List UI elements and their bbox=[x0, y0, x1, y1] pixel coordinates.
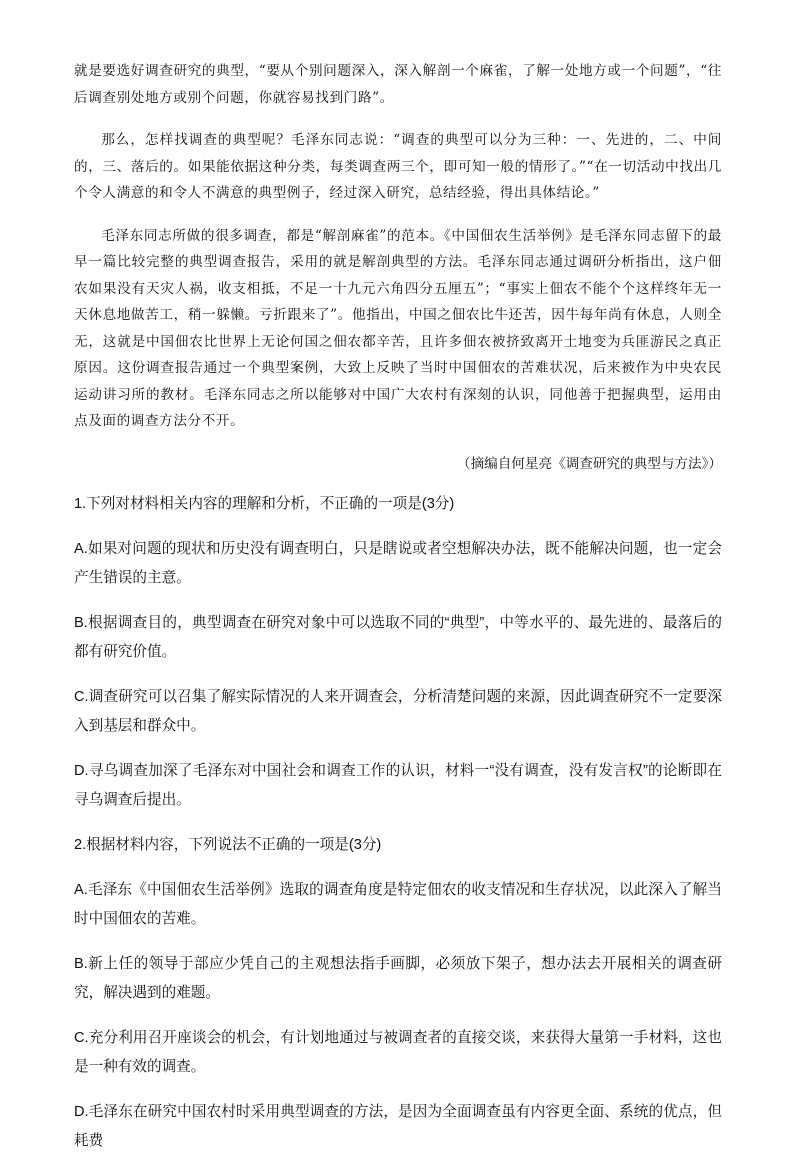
question-1-option-c: C.调查研究可以召集了解实际情况的人来开调查会，分析清楚问题的来源，因此调查研究不一定要深入到基层和群众中。 bbox=[74, 689, 722, 735]
question-2-option-a: A.毛泽东《中国佃农生活举例》选取的调查角度是特定佃农的收支情况和生存状况，以此深入了解当时中国佃农的苦难。 bbox=[74, 882, 722, 928]
question-2-option-d: D.毛泽东在研究中国农村时采用典型调查的方法，是因为全面调查虽有内容更全面、系统的优点，但耗费 bbox=[74, 1104, 722, 1150]
question-2 bbox=[74, 831, 722, 1156]
passage-paragraph-3: 毛泽东同志所做的很多调查，都是“解剖麻雀”的范本。《中国佃农生活举例》是毛泽东同志留下的最早一篇比较完整的典型调查报告，采用的就是解剖典型的方法。毛泽东同志通过调研分析指出，这户佃农如果没有天灾人祸，收支相抵，不足一十九元六角四分五厘五”；“事实上佃农不能个个这样终年无一天休息地做苦工，稍一躲懒。亏折跟来了”。他指出，中国之佃农比牛还苦，因牛每年尚有休息，人则全无，这就是中国佃农比世界上无论何国之佃农都辛苦，且许多佃农被挤致离开土地变为兵匪游民之真正原因。这份调查报告通过一个典型案例，大致上反映了当时中国佃农的苦难状况，后来被作为中央农民运动讲习所的教材。毛泽东同志之所以能够对中国广大农村有深刻的认识，同他善于把握典型，运用由点及面的调查方法分不开。 bbox=[74, 227, 722, 429]
document-page bbox=[74, 58, 722, 1156]
question-1-option-b: B.根据调查目的，典型调查在研究对象中可以选取不同的“典型”，中等水平的、最先进的、最落后的都有研究价值。 bbox=[74, 615, 722, 661]
question-1 bbox=[74, 490, 722, 815]
question-2-option-c: C.充分利用召开座谈会的机会，有计划地通过与被调查者的直接交谈，来获得大量第一手材料，这也是一种有效的调查。 bbox=[74, 1030, 722, 1076]
question-1-option-a: A.如果对问题的现状和历史没有调查明白，只是瞎说或者空想解决办法，既不能解决问题，也一定会产生错误的主意。 bbox=[74, 541, 722, 587]
question-2-stem: 2.根据材料内容，下列说法不正确的一项是(3分) bbox=[74, 837, 382, 854]
source-citation: （摘编自何星亮《调查研究的典型与方法》） bbox=[456, 455, 722, 472]
question-1-option-d: D.寻乌调查加深了毛泽东对中国社会和调查工作的认识，材料一“没有调查，没有发言权”的论断即在寻乌调查后提出。 bbox=[74, 763, 722, 809]
question-1-stem: 1.下列对材料相关内容的理解和分析，不正确的一项是(3分) bbox=[74, 496, 455, 513]
question-2-option-b: B.新上任的领导于部应少凭自己的主观想法指手画脚，必须放下架子，想办法去开展相关的调查研究，解决遇到的难题。 bbox=[74, 956, 722, 1002]
passage-paragraph-1: 就是要选好调查研究的典型，“要从个别问题深入，深入解剖一个麻雀，了解一处地方或一个问题”，“往后调查别处地方或别个问题，你就容易找到门路”。 bbox=[74, 63, 722, 106]
passage-paragraph-2: 那么，怎样找调查的典型呢？毛泽东同志说：“调查的典型可以分为三种：一、先进的，二、中间的，三、落后的。如果能依据这种分类，每类调查两三个，即可知一般的情形了。”“在一切活动中找出几个令人满意的和令人不满意的典型例子，经过深入研究，总结经验，得出具体结论。” bbox=[74, 132, 722, 201]
